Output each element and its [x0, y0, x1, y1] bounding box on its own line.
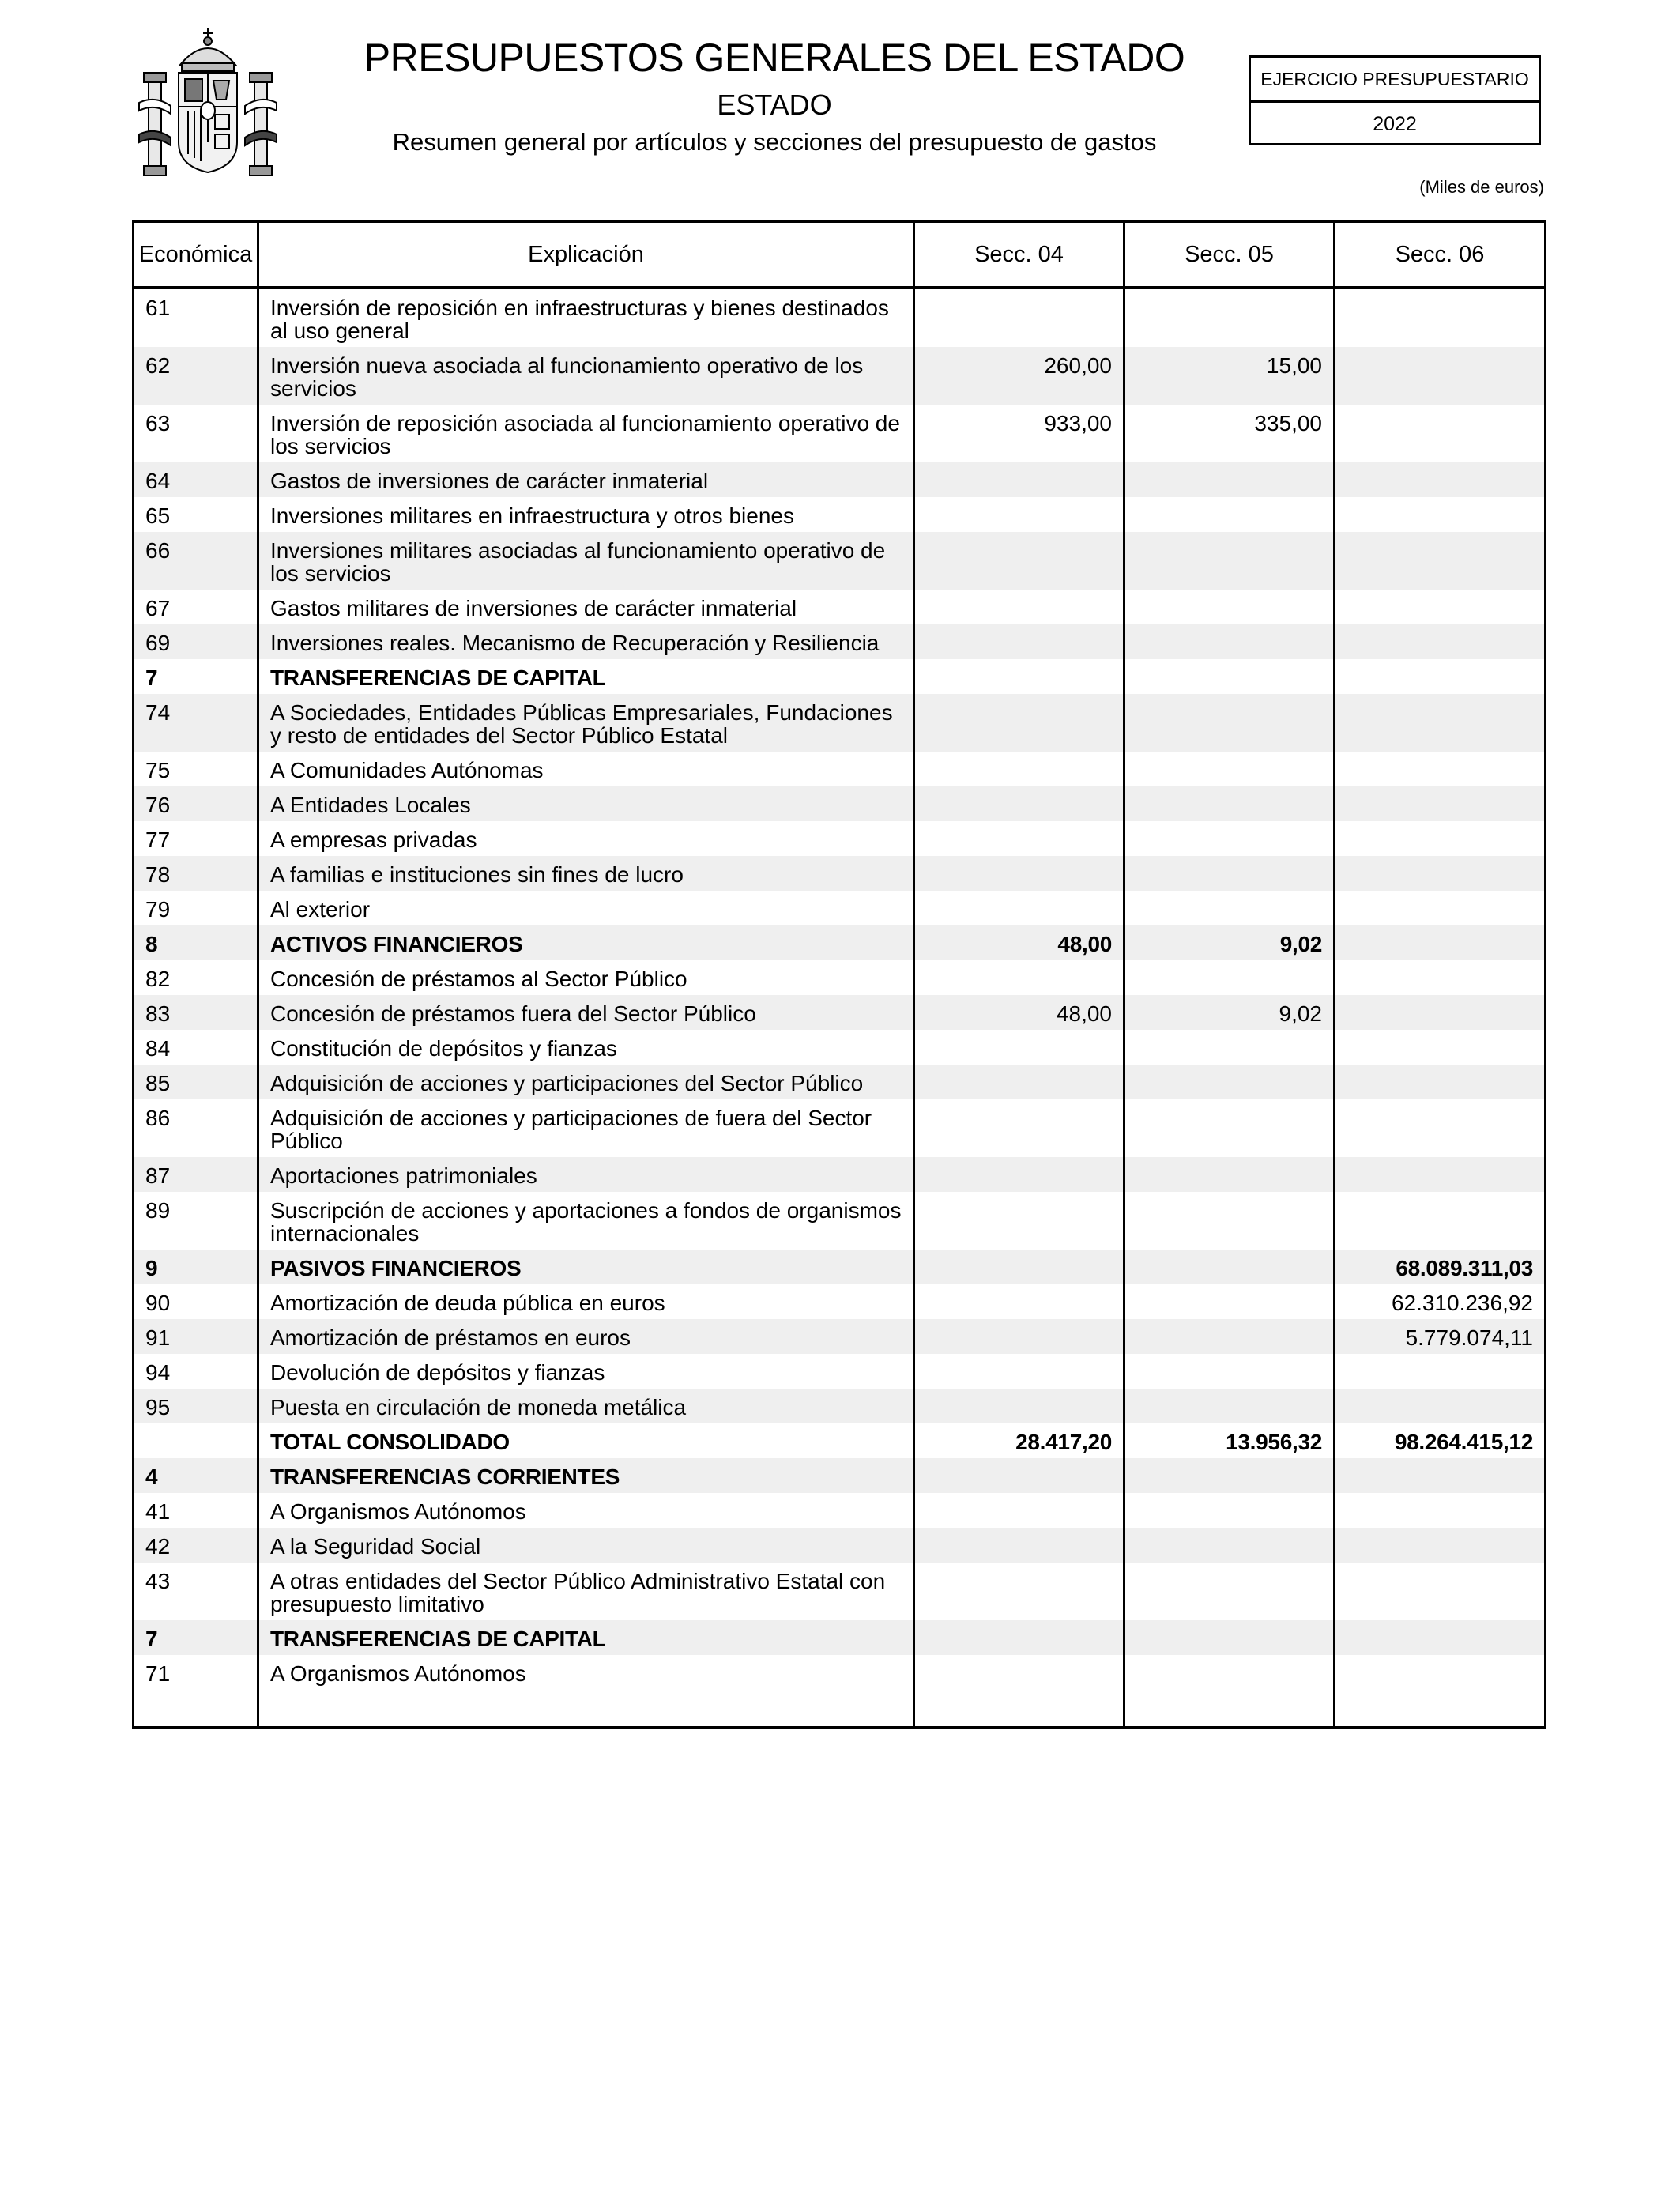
cell-explicacion: Aportaciones patrimoniales: [258, 1157, 914, 1192]
page-description: Resumen general por artículos y secciones del presupuesto de gastos: [392, 128, 1157, 156]
cell-explicacion: A Organismos Autónomos: [258, 1493, 914, 1528]
cell-secc-05: [1124, 1620, 1335, 1655]
cell-secc-05: [1124, 1157, 1335, 1192]
column-header-secc-06: Secc. 06: [1335, 221, 1546, 288]
cell-economica: 84: [134, 1030, 258, 1065]
cell-economica: 74: [134, 694, 258, 752]
fiscal-year-label: EJERCICIO PRESUPUESTARIO: [1251, 58, 1539, 103]
cell-secc-06: [1335, 532, 1546, 590]
cell-secc-04: [914, 1030, 1124, 1065]
cell-secc-04: [914, 1620, 1124, 1655]
cell-secc-04: [914, 1192, 1124, 1250]
table-row: [134, 1099, 1546, 1157]
cell-economica: 64: [134, 462, 258, 497]
cell-secc-05: [1124, 891, 1335, 925]
fiscal-year-box: [1249, 55, 1541, 145]
cell-secc-05: [1124, 856, 1335, 891]
cell-secc-05: 335,00: [1124, 405, 1335, 462]
table-row: [134, 1528, 1546, 1563]
cell-explicacion: A la Seguridad Social: [258, 1528, 914, 1563]
cell-explicacion: Puesta en circulación de moneda metálica: [258, 1389, 914, 1423]
cell-secc-05: [1124, 1065, 1335, 1099]
table-header-row: [134, 221, 1546, 288]
cell-secc-06: [1335, 1157, 1546, 1192]
cell-economica: 62: [134, 347, 258, 405]
cell-economica: 63: [134, 405, 258, 462]
cell-economica: 65: [134, 497, 258, 532]
cell-secc-06: [1335, 1030, 1546, 1065]
cell-explicacion: Inversión de reposición en infraestructuras y bienes destinados al uso general: [258, 288, 914, 347]
table-row: [134, 1250, 1546, 1284]
cell-secc-04: [914, 288, 1124, 347]
cell-secc-06: [1335, 752, 1546, 786]
cell-explicacion: Constitución de depósitos y fianzas: [258, 1030, 914, 1065]
cell-economica: [134, 1423, 258, 1458]
cell-secc-06: 5.779.074,11: [1335, 1319, 1546, 1354]
cell-explicacion: Inversión nueva asociada al funcionamiento operativo de los servicios: [258, 347, 914, 405]
cell-secc-05: [1124, 1250, 1335, 1284]
cell-secc-04: 260,00: [914, 347, 1124, 405]
cell-economica: 4: [134, 1458, 258, 1493]
cell-secc-06: [1335, 891, 1546, 925]
table-row: [134, 1354, 1546, 1389]
table-row: [134, 821, 1546, 856]
cell-secc-04: [914, 1319, 1124, 1354]
cell-secc-04: [914, 532, 1124, 590]
table-row: [134, 925, 1546, 960]
table-row: [134, 856, 1546, 891]
cell-secc-05: [1124, 821, 1335, 856]
cell-economica: 85: [134, 1065, 258, 1099]
cell-secc-04: [914, 1655, 1124, 1728]
cell-secc-05: [1124, 694, 1335, 752]
cell-secc-06: [1335, 960, 1546, 995]
cell-economica: 75: [134, 752, 258, 786]
cell-explicacion: A empresas privadas: [258, 821, 914, 856]
cell-secc-05: [1124, 1563, 1335, 1620]
cell-secc-06: [1335, 1458, 1546, 1493]
cell-secc-06: 68.089.311,03: [1335, 1250, 1546, 1284]
cell-economica: 91: [134, 1319, 258, 1354]
cell-economica: 71: [134, 1655, 258, 1728]
cell-secc-06: [1335, 405, 1546, 462]
cell-secc-05: 9,02: [1124, 995, 1335, 1030]
cell-secc-04: [914, 752, 1124, 786]
cell-explicacion: A otras entidades del Sector Público Administrativo Estatal con presupuesto limitativo: [258, 1563, 914, 1620]
cell-secc-06: [1335, 1389, 1546, 1423]
table-row: [134, 1319, 1546, 1354]
cell-economica: 83: [134, 995, 258, 1030]
cell-secc-06: [1335, 462, 1546, 497]
cell-secc-06: [1335, 659, 1546, 694]
cell-economica: 87: [134, 1157, 258, 1192]
table-row: [134, 1192, 1546, 1250]
cell-explicacion: ACTIVOS FINANCIEROS: [258, 925, 914, 960]
table-row: [134, 1284, 1546, 1319]
cell-secc-06: [1335, 786, 1546, 821]
column-header-secc-05: Secc. 05: [1124, 221, 1335, 288]
cell-explicacion: A Comunidades Autónomas: [258, 752, 914, 786]
cell-secc-04: 48,00: [914, 925, 1124, 960]
cell-secc-06: [1335, 694, 1546, 752]
table-row: [134, 1157, 1546, 1192]
cell-economica: 95: [134, 1389, 258, 1423]
cell-secc-04: [914, 856, 1124, 891]
cell-economica: 42: [134, 1528, 258, 1563]
table-row: [134, 995, 1546, 1030]
cell-explicacion: Inversiones militares en infraestructura y otros bienes: [258, 497, 914, 532]
cell-explicacion: Concesión de préstamos al Sector Público: [258, 960, 914, 995]
cell-secc-04: [914, 960, 1124, 995]
table-row: [134, 1458, 1546, 1493]
table-row: [134, 659, 1546, 694]
cell-secc-04: [914, 891, 1124, 925]
cell-secc-05: [1124, 462, 1335, 497]
cell-economica: 9: [134, 1250, 258, 1284]
units-note: (Miles de euros): [1419, 177, 1544, 197]
cell-secc-04: [914, 1354, 1124, 1389]
cell-secc-05: [1124, 1192, 1335, 1250]
cell-explicacion: A Entidades Locales: [258, 786, 914, 821]
cell-secc-05: [1124, 1528, 1335, 1563]
cell-secc-06: [1335, 497, 1546, 532]
table-row: [134, 786, 1546, 821]
table-row: [134, 624, 1546, 659]
cell-explicacion: PASIVOS FINANCIEROS: [258, 1250, 914, 1284]
table-row: [134, 1655, 1546, 1728]
cell-secc-06: [1335, 925, 1546, 960]
cell-secc-04: [914, 1458, 1124, 1493]
cell-secc-06: [1335, 1655, 1546, 1728]
cell-secc-05: [1124, 532, 1335, 590]
cell-explicacion: TRANSFERENCIAS DE CAPITAL: [258, 659, 914, 694]
cell-secc-04: [914, 1099, 1124, 1157]
cell-secc-06: [1335, 1493, 1546, 1528]
cell-explicacion: Suscripción de acciones y aportaciones a fondos de organismos internacionales: [258, 1192, 914, 1250]
table-row: [134, 694, 1546, 752]
cell-secc-04: [914, 1389, 1124, 1423]
cell-secc-04: [914, 694, 1124, 752]
cell-economica: 7: [134, 1620, 258, 1655]
cell-explicacion: Adquisición de acciones y participaciones de fuera del Sector Público: [258, 1099, 914, 1157]
cell-secc-05: [1124, 590, 1335, 624]
cell-secc-05: [1124, 659, 1335, 694]
cell-secc-05: [1124, 1458, 1335, 1493]
table-row: [134, 1493, 1546, 1528]
cell-secc-06: [1335, 288, 1546, 347]
cell-secc-04: [914, 1493, 1124, 1528]
cell-secc-04: [914, 1528, 1124, 1563]
cell-explicacion: A Organismos Autónomos: [258, 1655, 914, 1728]
cell-secc-05: [1124, 288, 1335, 347]
cell-secc-06: [1335, 1099, 1546, 1157]
cell-economica: 43: [134, 1563, 258, 1620]
page-title: PRESUPUESTOS GENERALES DEL ESTADO: [363, 36, 1185, 80]
cell-secc-05: 9,02: [1124, 925, 1335, 960]
cell-secc-05: [1124, 1655, 1335, 1728]
fiscal-year-value: 2022: [1373, 112, 1417, 135]
cell-secc-04: [914, 1563, 1124, 1620]
cell-explicacion: Inversiones reales. Mecanismo de Recuperación y Resiliencia: [258, 624, 914, 659]
cell-secc-04: [914, 462, 1124, 497]
cell-secc-06: [1335, 1354, 1546, 1389]
cell-secc-05: [1124, 624, 1335, 659]
cell-secc-05: [1124, 1354, 1335, 1389]
column-header-explicacion: Explicación: [258, 221, 914, 288]
cell-secc-06: [1335, 624, 1546, 659]
cell-secc-04: [914, 1284, 1124, 1319]
cell-secc-04: 933,00: [914, 405, 1124, 462]
cell-secc-05: [1124, 1493, 1335, 1528]
cell-secc-06: 62.310.236,92: [1335, 1284, 1546, 1319]
cell-economica: 41: [134, 1493, 258, 1528]
table-row: [134, 960, 1546, 995]
cell-secc-04: [914, 786, 1124, 821]
cell-secc-05: [1124, 497, 1335, 532]
cell-secc-06: 98.264.415,12: [1335, 1423, 1546, 1458]
table-row: [134, 1389, 1546, 1423]
cell-economica: 86: [134, 1099, 258, 1157]
cell-explicacion: A familias e instituciones sin fines de lucro: [258, 856, 914, 891]
table-row: [134, 532, 1546, 590]
cell-economica: 66: [134, 532, 258, 590]
table-row: [134, 1423, 1546, 1458]
table-row: [134, 497, 1546, 532]
cell-secc-06: [1335, 1563, 1546, 1620]
cell-secc-06: [1335, 347, 1546, 405]
cell-economica: 8: [134, 925, 258, 960]
cell-explicacion: Al exterior: [258, 891, 914, 925]
cell-secc-06: [1335, 856, 1546, 891]
cell-secc-06: [1335, 1065, 1546, 1099]
cell-secc-05: [1124, 752, 1335, 786]
table-row: [134, 462, 1546, 497]
cell-explicacion: Gastos militares de inversiones de carácter inmaterial: [258, 590, 914, 624]
column-header-economica: Económica: [134, 221, 258, 288]
table-row: [134, 1030, 1546, 1065]
cell-secc-04: [914, 1157, 1124, 1192]
coat-of-arms-logo: [133, 24, 283, 182]
cell-secc-06: [1335, 1620, 1546, 1655]
page-subtitle: ESTADO: [717, 89, 832, 121]
table-row: [134, 590, 1546, 624]
cell-explicacion: TRANSFERENCIAS CORRIENTES: [258, 1458, 914, 1493]
cell-secc-04: [914, 590, 1124, 624]
cell-secc-04: [914, 659, 1124, 694]
cell-economica: 89: [134, 1192, 258, 1250]
table-row: [134, 405, 1546, 462]
cell-economica: 82: [134, 960, 258, 995]
cell-explicacion: Adquisición de acciones y participaciones del Sector Público: [258, 1065, 914, 1099]
table-row: [134, 1620, 1546, 1655]
cell-explicacion: A Sociedades, Entidades Públicas Empresariales, Fundaciones y resto de entidades del Sector Público Estatal: [258, 694, 914, 752]
cell-secc-05: [1124, 1099, 1335, 1157]
table-row: [134, 288, 1546, 347]
cell-secc-05: [1124, 1389, 1335, 1423]
cell-secc-06: [1335, 1528, 1546, 1563]
cell-secc-06: [1335, 1192, 1546, 1250]
cell-secc-04: [914, 497, 1124, 532]
cell-secc-05: [1124, 960, 1335, 995]
cell-secc-05: [1124, 1319, 1335, 1354]
cell-economica: 78: [134, 856, 258, 891]
cell-explicacion: Inversión de reposición asociada al funcionamiento operativo de los servicios: [258, 405, 914, 462]
cell-secc-04: [914, 1250, 1124, 1284]
table-row: [134, 347, 1546, 405]
cell-secc-06: [1335, 995, 1546, 1030]
cell-secc-04: 28.417,20: [914, 1423, 1124, 1458]
cell-explicacion: Amortización de deuda pública en euros: [258, 1284, 914, 1319]
cell-secc-04: 48,00: [914, 995, 1124, 1030]
cell-explicacion: Inversiones militares asociadas al funcionamiento operativo de los servicios: [258, 532, 914, 590]
budget-table: [132, 220, 1546, 1729]
table-row: [134, 891, 1546, 925]
cell-explicacion: Gastos de inversiones de carácter inmaterial: [258, 462, 914, 497]
table-row: [134, 1065, 1546, 1099]
cell-economica: 67: [134, 590, 258, 624]
cell-economica: 77: [134, 821, 258, 856]
cell-secc-05: [1124, 1284, 1335, 1319]
cell-economica: 7: [134, 659, 258, 694]
cell-economica: 61: [134, 288, 258, 347]
cell-economica: 69: [134, 624, 258, 659]
cell-secc-05: [1124, 1030, 1335, 1065]
cell-explicacion: Amortización de préstamos en euros: [258, 1319, 914, 1354]
cell-economica: 76: [134, 786, 258, 821]
cell-explicacion: Devolución de depósitos y fianzas: [258, 1354, 914, 1389]
cell-explicacion: TRANSFERENCIAS DE CAPITAL: [258, 1620, 914, 1655]
cell-economica: 90: [134, 1284, 258, 1319]
cell-secc-04: [914, 821, 1124, 856]
cell-explicacion: Concesión de préstamos fuera del Sector Público: [258, 995, 914, 1030]
column-header-secc-04: Secc. 04: [914, 221, 1124, 288]
table-row: [134, 752, 1546, 786]
cell-economica: 94: [134, 1354, 258, 1389]
table-row: [134, 1563, 1546, 1620]
cell-secc-04: [914, 624, 1124, 659]
cell-explicacion: TOTAL CONSOLIDADO: [258, 1423, 914, 1458]
cell-secc-04: [914, 1065, 1124, 1099]
cell-secc-06: [1335, 821, 1546, 856]
cell-secc-05: 13.956,32: [1124, 1423, 1335, 1458]
cell-secc-06: [1335, 590, 1546, 624]
cell-secc-05: [1124, 786, 1335, 821]
cell-secc-05: 15,00: [1124, 347, 1335, 405]
cell-economica: 79: [134, 891, 258, 925]
